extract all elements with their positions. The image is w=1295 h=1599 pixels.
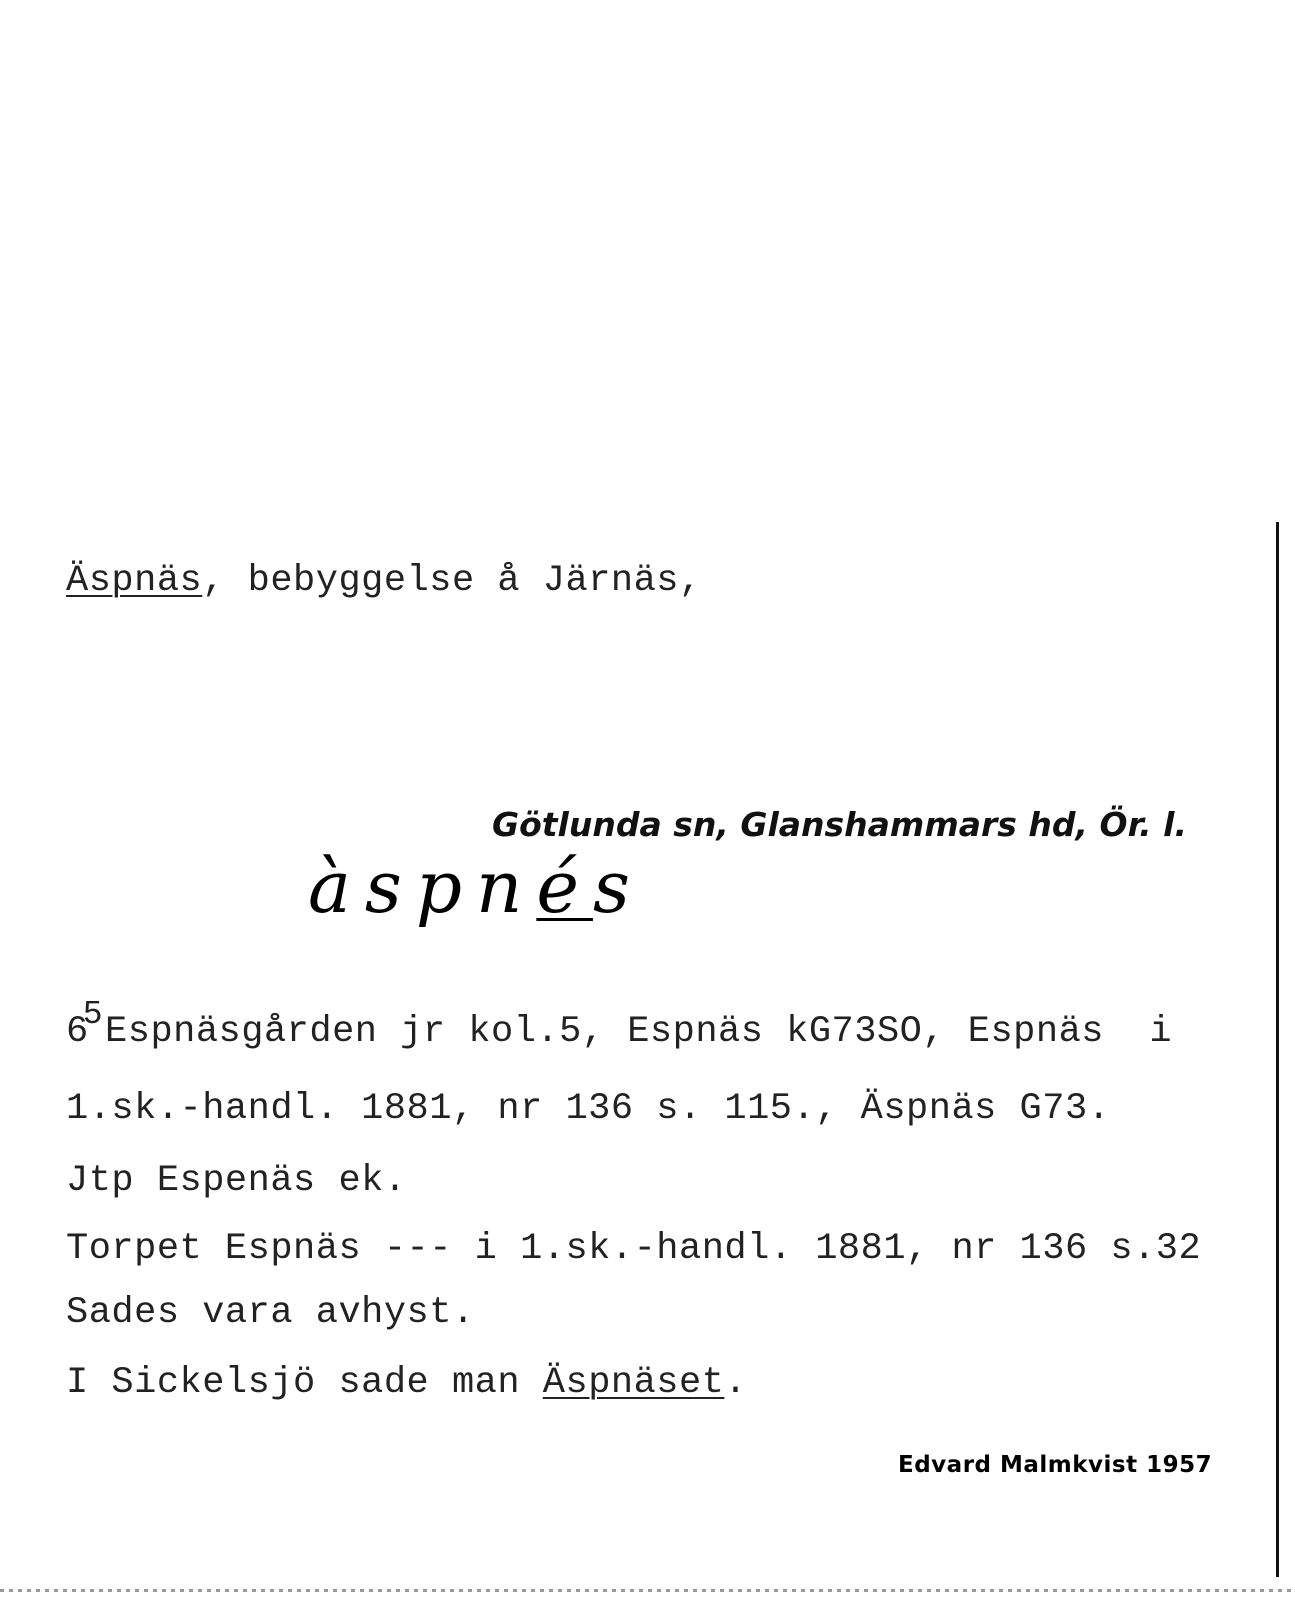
superscript: 5 <box>82 996 104 1033</box>
dialect-name: Äspnäset <box>542 1362 725 1404</box>
place-description: , bebyggelse å Järnäs, <box>202 560 702 602</box>
note-line-3: Jtp Espenäs ek. <box>66 1160 407 1202</box>
card-border-right <box>1276 522 1279 1577</box>
card-border-bottom <box>0 1589 1295 1592</box>
note-line-4: Torpet Espnäs --- i 1.sk.-handl. 1881, nr 136 s.32 <box>66 1228 1202 1270</box>
header-line <box>66 560 702 602</box>
note-line-6: I Sickelsjö sade man Äspnäset. <box>66 1362 748 1404</box>
note-line-5: Sades vara avhyst. <box>66 1292 475 1334</box>
location-line: Götlunda sn, Glanshammars hd, Ör. l. <box>492 805 1188 844</box>
note-line-2: 1.sk.-handl. 1881, nr 136 s. 115., Äspnäs G73. <box>66 1088 1111 1130</box>
signature: Edvard Malmkvist 1957 <box>898 1452 1213 1478</box>
handwritten-pronunciation: àspnés <box>308 845 644 929</box>
place-name: Äspnäs <box>66 560 203 602</box>
note-line-1: 65Espnäsgården jr kol.5, Espnäs kG73SO, Espnäs i <box>66 996 1173 1053</box>
